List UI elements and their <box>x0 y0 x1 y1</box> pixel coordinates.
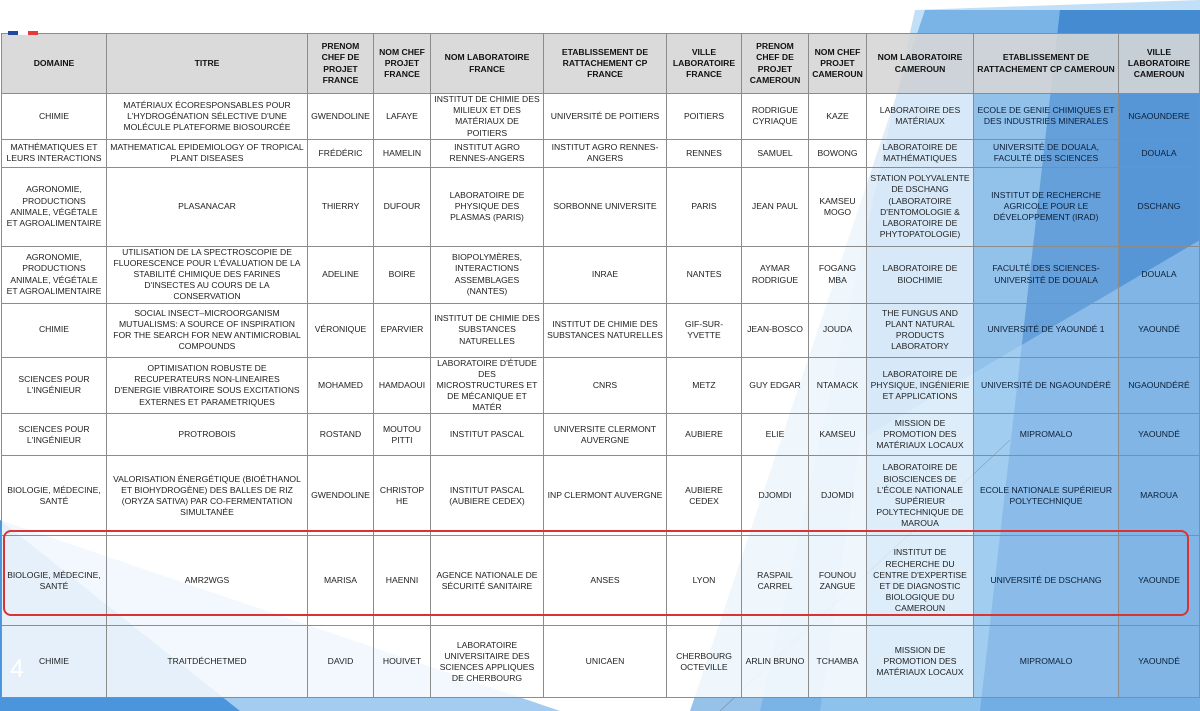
cell-titre: PROTROBOIS <box>107 414 308 456</box>
cell-ville-cm: DSCHANG <box>1119 167 1200 246</box>
cell-ville-fr: CHERBOURG OCTEVILLE <box>667 626 742 698</box>
cell-etab-cm: UNIVERSITÉ DE DOUALA, FACULTÉ DES SCIENCES <box>974 139 1119 167</box>
flag-mark <box>8 22 38 26</box>
header-titre: TITRE <box>107 34 308 94</box>
cell-prenom-fr: VÉRONIQUE <box>308 303 374 357</box>
cell-prenom-fr: MARISA <box>308 536 374 626</box>
cell-etab-fr: ANSES <box>544 536 667 626</box>
cell-prenom-fr: THIERRY <box>308 167 374 246</box>
cell-nom-fr: HAENNI <box>374 536 431 626</box>
table-row <box>2 626 1200 698</box>
cell-lab-cm: LABORATOIRE DE BIOCHIMIE <box>867 246 974 303</box>
cell-ville-fr: LYON <box>667 536 742 626</box>
cell-etab-fr: INSTITUT DE CHIMIE DES SUBSTANCES NATURELLES <box>544 303 667 357</box>
cell-ville-cm: YAOUNDÉ <box>1119 303 1200 357</box>
cell-etab-cm: UNIVERSITÉ DE DSCHANG <box>974 536 1119 626</box>
cell-nom-cm: FOGANG MBA <box>809 246 867 303</box>
header-nom-cm: NOM CHEF PROJET CAMEROUN <box>809 34 867 94</box>
cell-domaine: AGRONOMIE, PRODUCTIONS ANIMALE, VÉGÉTALE ET AGROALIMENTAIRE <box>2 246 107 303</box>
cell-prenom-cm: DJOMDI <box>742 456 809 536</box>
cell-lab-fr: INSTITUT PASCAL (AUBIERE CEDEX) <box>431 456 544 536</box>
cell-etab-fr: UNIVERSITÉ DE POITIERS <box>544 94 667 140</box>
cell-prenom-cm: AYMAR RODRIGUE <box>742 246 809 303</box>
row-highlight-box <box>3 530 1189 616</box>
cell-prenom-cm: JEAN-BOSCO <box>742 303 809 357</box>
table-header-row <box>2 34 1200 94</box>
cell-domaine: CHIMIE <box>2 303 107 357</box>
cell-titre: MATHEMATICAL EPIDEMIOLOGY OF TROPICAL PLANT DISEASES <box>107 139 308 167</box>
cell-lab-fr: LABORATOIRE D'ÉTUDE DES MICROSTRUCTURES ET DE MÉCANIQUE ET MATÉR <box>431 357 544 414</box>
cell-prenom-fr: ADELINE <box>308 246 374 303</box>
cell-domaine: BIOLOGIE, MÉDECINE, SANTÉ <box>2 456 107 536</box>
cell-lab-cm: LABORATOIRE DE BIOSCIENCES DE L'ÉCOLE NATIONALE SUPÉRIEUR POLYTECHNIQUE DE MAROUA <box>867 456 974 536</box>
cell-ville-fr: PARIS <box>667 167 742 246</box>
cell-nom-cm: FOUNOU ZANGUE <box>809 536 867 626</box>
table-row <box>2 94 1200 140</box>
cell-nom-fr: BOIRE <box>374 246 431 303</box>
cell-ville-cm: YAOUNDE <box>1119 536 1200 626</box>
header-prenom-fr: PRENOM CHEF DE PROJET FRANCE <box>308 34 374 94</box>
cell-nom-fr: LAFAYE <box>374 94 431 140</box>
cell-etab-cm: ECOLE DE GENIE CHIMIQUES ET DES INDUSTRIES MINERALES <box>974 94 1119 140</box>
cell-lab-cm: LABORATOIRE DE PHYSIQUE, INGÉNIERIE ET APPLICATIONS <box>867 357 974 414</box>
cell-etab-fr: UNICAEN <box>544 626 667 698</box>
cell-lab-cm: MISSION DE PROMOTION DES MATÉRIAUX LOCAUX <box>867 414 974 456</box>
table-row <box>2 414 1200 456</box>
cell-nom-fr: HOUIVET <box>374 626 431 698</box>
cell-etab-fr: INRAE <box>544 246 667 303</box>
cell-etab-fr: SORBONNE UNIVERSITE <box>544 167 667 246</box>
cell-lab-cm: LABORATOIRE DE MATHÉMATIQUES <box>867 139 974 167</box>
cell-ville-fr: RENNES <box>667 139 742 167</box>
cell-etab-cm: MIPROMALO <box>974 414 1119 456</box>
cell-nom-fr: HAMDAOUI <box>374 357 431 414</box>
cell-domaine: SCIENCES POUR L'INGÉNIEUR <box>2 357 107 414</box>
cell-domaine: MATHÉMATIQUES ET LEURS INTERACTIONS <box>2 139 107 167</box>
cell-prenom-fr: MOHAMED <box>308 357 374 414</box>
cell-titre: PLASANACAR <box>107 167 308 246</box>
cell-etab-cm: UNIVERSITÉ DE NGAOUNDÉRÉ <box>974 357 1119 414</box>
cell-prenom-cm: RODRIGUE CYRIAQUE <box>742 94 809 140</box>
header-prenom-cm: PRENOM CHEF DE PROJET CAMEROUN <box>742 34 809 94</box>
cell-nom-cm: TCHAMBA <box>809 626 867 698</box>
table-row <box>2 357 1200 414</box>
page-number: 4 <box>10 655 24 683</box>
cell-ville-cm: MAROUA <box>1119 456 1200 536</box>
header-lab-fr: NOM LABORATOIRE FRANCE <box>431 34 544 94</box>
cell-titre: SOCIAL INSECT–MICROORGANISM MUTUALISMS: A SOURCE OF INSPIRATION FOR THE SEARCH FOR NEW ANTIMICROBIAL COMPOUNDS <box>107 303 308 357</box>
cell-domaine: AGRONOMIE, PRODUCTIONS ANIMALE, VÉGÉTALE ET AGROALIMENTAIRE <box>2 167 107 246</box>
header-etab-cm: ETABLISSEMENT DE RATTACHEMENT CP CAMEROUN <box>974 34 1119 94</box>
cell-nom-fr: EPARVIER <box>374 303 431 357</box>
cell-lab-fr: AGENCE NATIONALE DE SÉCURITÉ SANITAIRE <box>431 536 544 626</box>
cell-etab-fr: UNIVERSITE CLERMONT AUVERGNE <box>544 414 667 456</box>
cell-ville-cm: YAOUNDÉ <box>1119 414 1200 456</box>
cell-titre: MATÉRIAUX ÉCORESPONSABLES POUR L'HYDROGÉNATION SÉLECTIVE D'UNE MOLÉCULE PLATEFORME BIOSOURCÉE <box>107 94 308 140</box>
header-ville-cm: VILLE LABORATOIRE CAMEROUN <box>1119 34 1200 94</box>
cell-prenom-fr: DAVID <box>308 626 374 698</box>
cell-prenom-cm: ELIE <box>742 414 809 456</box>
table-row <box>2 303 1200 357</box>
cell-nom-cm: KAMSEU MOGO <box>809 167 867 246</box>
cell-ville-cm: YAOUNDÉ <box>1119 626 1200 698</box>
cell-ville-cm: NGAOUNDÉRÉ <box>1119 357 1200 414</box>
cell-prenom-fr: GWENDOLINE <box>308 94 374 140</box>
table-row <box>2 167 1200 246</box>
cell-nom-cm: NTAMACK <box>809 357 867 414</box>
table-row <box>2 246 1200 303</box>
cell-lab-fr: INSTITUT PASCAL <box>431 414 544 456</box>
cell-domaine: BIOLOGIE, MÉDECINE, SANTÉ <box>2 536 107 626</box>
header-nom-fr: NOM CHEF PROJET FRANCE <box>374 34 431 94</box>
cell-domaine: SCIENCES POUR L'INGÉNIEUR <box>2 414 107 456</box>
cell-prenom-cm: GUY EDGAR <box>742 357 809 414</box>
cell-nom-cm: DJOMDI <box>809 456 867 536</box>
cell-titre: TRAITDÉCHETMED <box>107 626 308 698</box>
header-lab-cm: NOM LABORATOIRE CAMEROUN <box>867 34 974 94</box>
cell-prenom-cm: RASPAIL CARREL <box>742 536 809 626</box>
table-row <box>2 139 1200 167</box>
cell-lab-cm: LABORATOIRE DES MATÉRIAUX <box>867 94 974 140</box>
cell-domaine: CHIMIE <box>2 94 107 140</box>
cell-ville-fr: METZ <box>667 357 742 414</box>
cell-nom-fr: HAMELIN <box>374 139 431 167</box>
cell-titre: OPTIMISATION ROBUSTE DE RECUPERATEURS NON-LINEAIRES D'ENERGIE VIBRATOIRE SOUS EXCITATIONS EXTERNES ET PARAMETRIQUES <box>107 357 308 414</box>
cell-ville-cm: DOUALA <box>1119 139 1200 167</box>
cell-ville-fr: POITIERS <box>667 94 742 140</box>
cell-nom-cm: BOWONG <box>809 139 867 167</box>
cell-domaine: CHIMIE <box>2 626 107 698</box>
header-etab-fr: ETABLISSEMENT DE RATTACHEMENT CP FRANCE <box>544 34 667 94</box>
cell-prenom-fr: FRÉDÉRIC <box>308 139 374 167</box>
cell-titre: VALORISATION ÉNERGÉTIQUE (BIOÉTHANOL ET BIOHYDROGÈNE) DES BALLES DE RIZ (ORYZA SATIVA) PAR CO-FERMENTATION SIMULTANÉE <box>107 456 308 536</box>
cell-etab-cm: UNIVERSITÉ DE YAOUNDÉ 1 <box>974 303 1119 357</box>
cell-lab-fr: INSTITUT AGRO RENNES-ANGERS <box>431 139 544 167</box>
cell-etab-fr: CNRS <box>544 357 667 414</box>
cell-nom-cm: KAMSEU <box>809 414 867 456</box>
table-row <box>2 456 1200 536</box>
cell-ville-fr: AUBIERE CEDEX <box>667 456 742 536</box>
cell-prenom-cm: JEAN PAUL <box>742 167 809 246</box>
cell-ville-fr: AUBIERE <box>667 414 742 456</box>
cell-nom-cm: KAZE <box>809 94 867 140</box>
cell-ville-fr: GIF-SUR-YVETTE <box>667 303 742 357</box>
header-ville-fr: VILLE LABORATOIRE FRANCE <box>667 34 742 94</box>
cell-lab-cm: STATION POLYVALENTE DE DSCHANG (LABORATOIRE D'ENTOMOLOGIE & LABORATOIRE DE PHYTOPATOLOGIE) <box>867 167 974 246</box>
cell-lab-cm: THE FUNGUS AND PLANT NATURAL PRODUCTS LABORATORY <box>867 303 974 357</box>
cell-etab-cm: INSTITUT DE RECHERCHE AGRICOLE POUR LE DÉVELOPPEMENT (IRAD) <box>974 167 1119 246</box>
cell-lab-fr: BIOPOLYMÈRES, INTERACTIONS ASSEMBLAGES (NANTES) <box>431 246 544 303</box>
cell-nom-fr: DUFOUR <box>374 167 431 246</box>
cell-ville-cm: NGAOUNDERE <box>1119 94 1200 140</box>
cell-lab-cm: INSTITUT DE RECHERCHE DU CENTRE D'EXPERTISE ET DE DIAGNOSTIC BIOLOGIQUE DU CAMEROUN <box>867 536 974 626</box>
cell-etab-cm: FACULTÉ DES SCIENCES-UNIVERSITÉ DE DOUALA <box>974 246 1119 303</box>
cell-ville-cm: DOUALA <box>1119 246 1200 303</box>
cell-etab-cm: ECOLE NATIONALE SUPÉRIEUR POLYTECHNIQUE <box>974 456 1119 536</box>
cell-titre: UTILISATION DE LA SPECTROSCOPIE DE FLUORESCENCE POUR L'ÉVALUATION DE LA STABILITÉ CHIMIQUE DES FARINES D'INSECTES AU COURS DE LA CONSERVATION <box>107 246 308 303</box>
cell-lab-fr: INSTITUT DE CHIMIE DES MILIEUX ET DES MATÉRIAUX DE POITIERS <box>431 94 544 140</box>
cell-prenom-fr: ROSTAND <box>308 414 374 456</box>
cell-nom-fr: CHRISTOPHE <box>374 456 431 536</box>
cell-lab-fr: LABORATOIRE DE PHYSIQUE DES PLASMAS (PARIS) <box>431 167 544 246</box>
header-domaine: DOMAINE <box>2 34 107 94</box>
cell-etab-fr: INSTITUT AGRO RENNES-ANGERS <box>544 139 667 167</box>
cell-lab-fr: INSTITUT DE CHIMIE DES SUBSTANCES NATURELLES <box>431 303 544 357</box>
cell-prenom-cm: SAMUEL <box>742 139 809 167</box>
cell-prenom-cm: ARLIN BRUNO <box>742 626 809 698</box>
cell-prenom-fr: GWENDOLINE <box>308 456 374 536</box>
cell-titre: AMR2WGS <box>107 536 308 626</box>
cell-lab-cm: MISSION DE PROMOTION DES MATÉRIAUX LOCAUX <box>867 626 974 698</box>
cell-nom-fr: MOUTOU PITTI <box>374 414 431 456</box>
cell-etab-fr: INP CLERMONT AUVERGNE <box>544 456 667 536</box>
cell-lab-fr: LABORATOIRE UNIVERSITAIRE DES SCIENCES APPLIQUES DE CHERBOURG <box>431 626 544 698</box>
cell-ville-fr: NANTES <box>667 246 742 303</box>
cell-nom-cm: JOUDA <box>809 303 867 357</box>
cell-etab-cm: MIPROMALO <box>974 626 1119 698</box>
